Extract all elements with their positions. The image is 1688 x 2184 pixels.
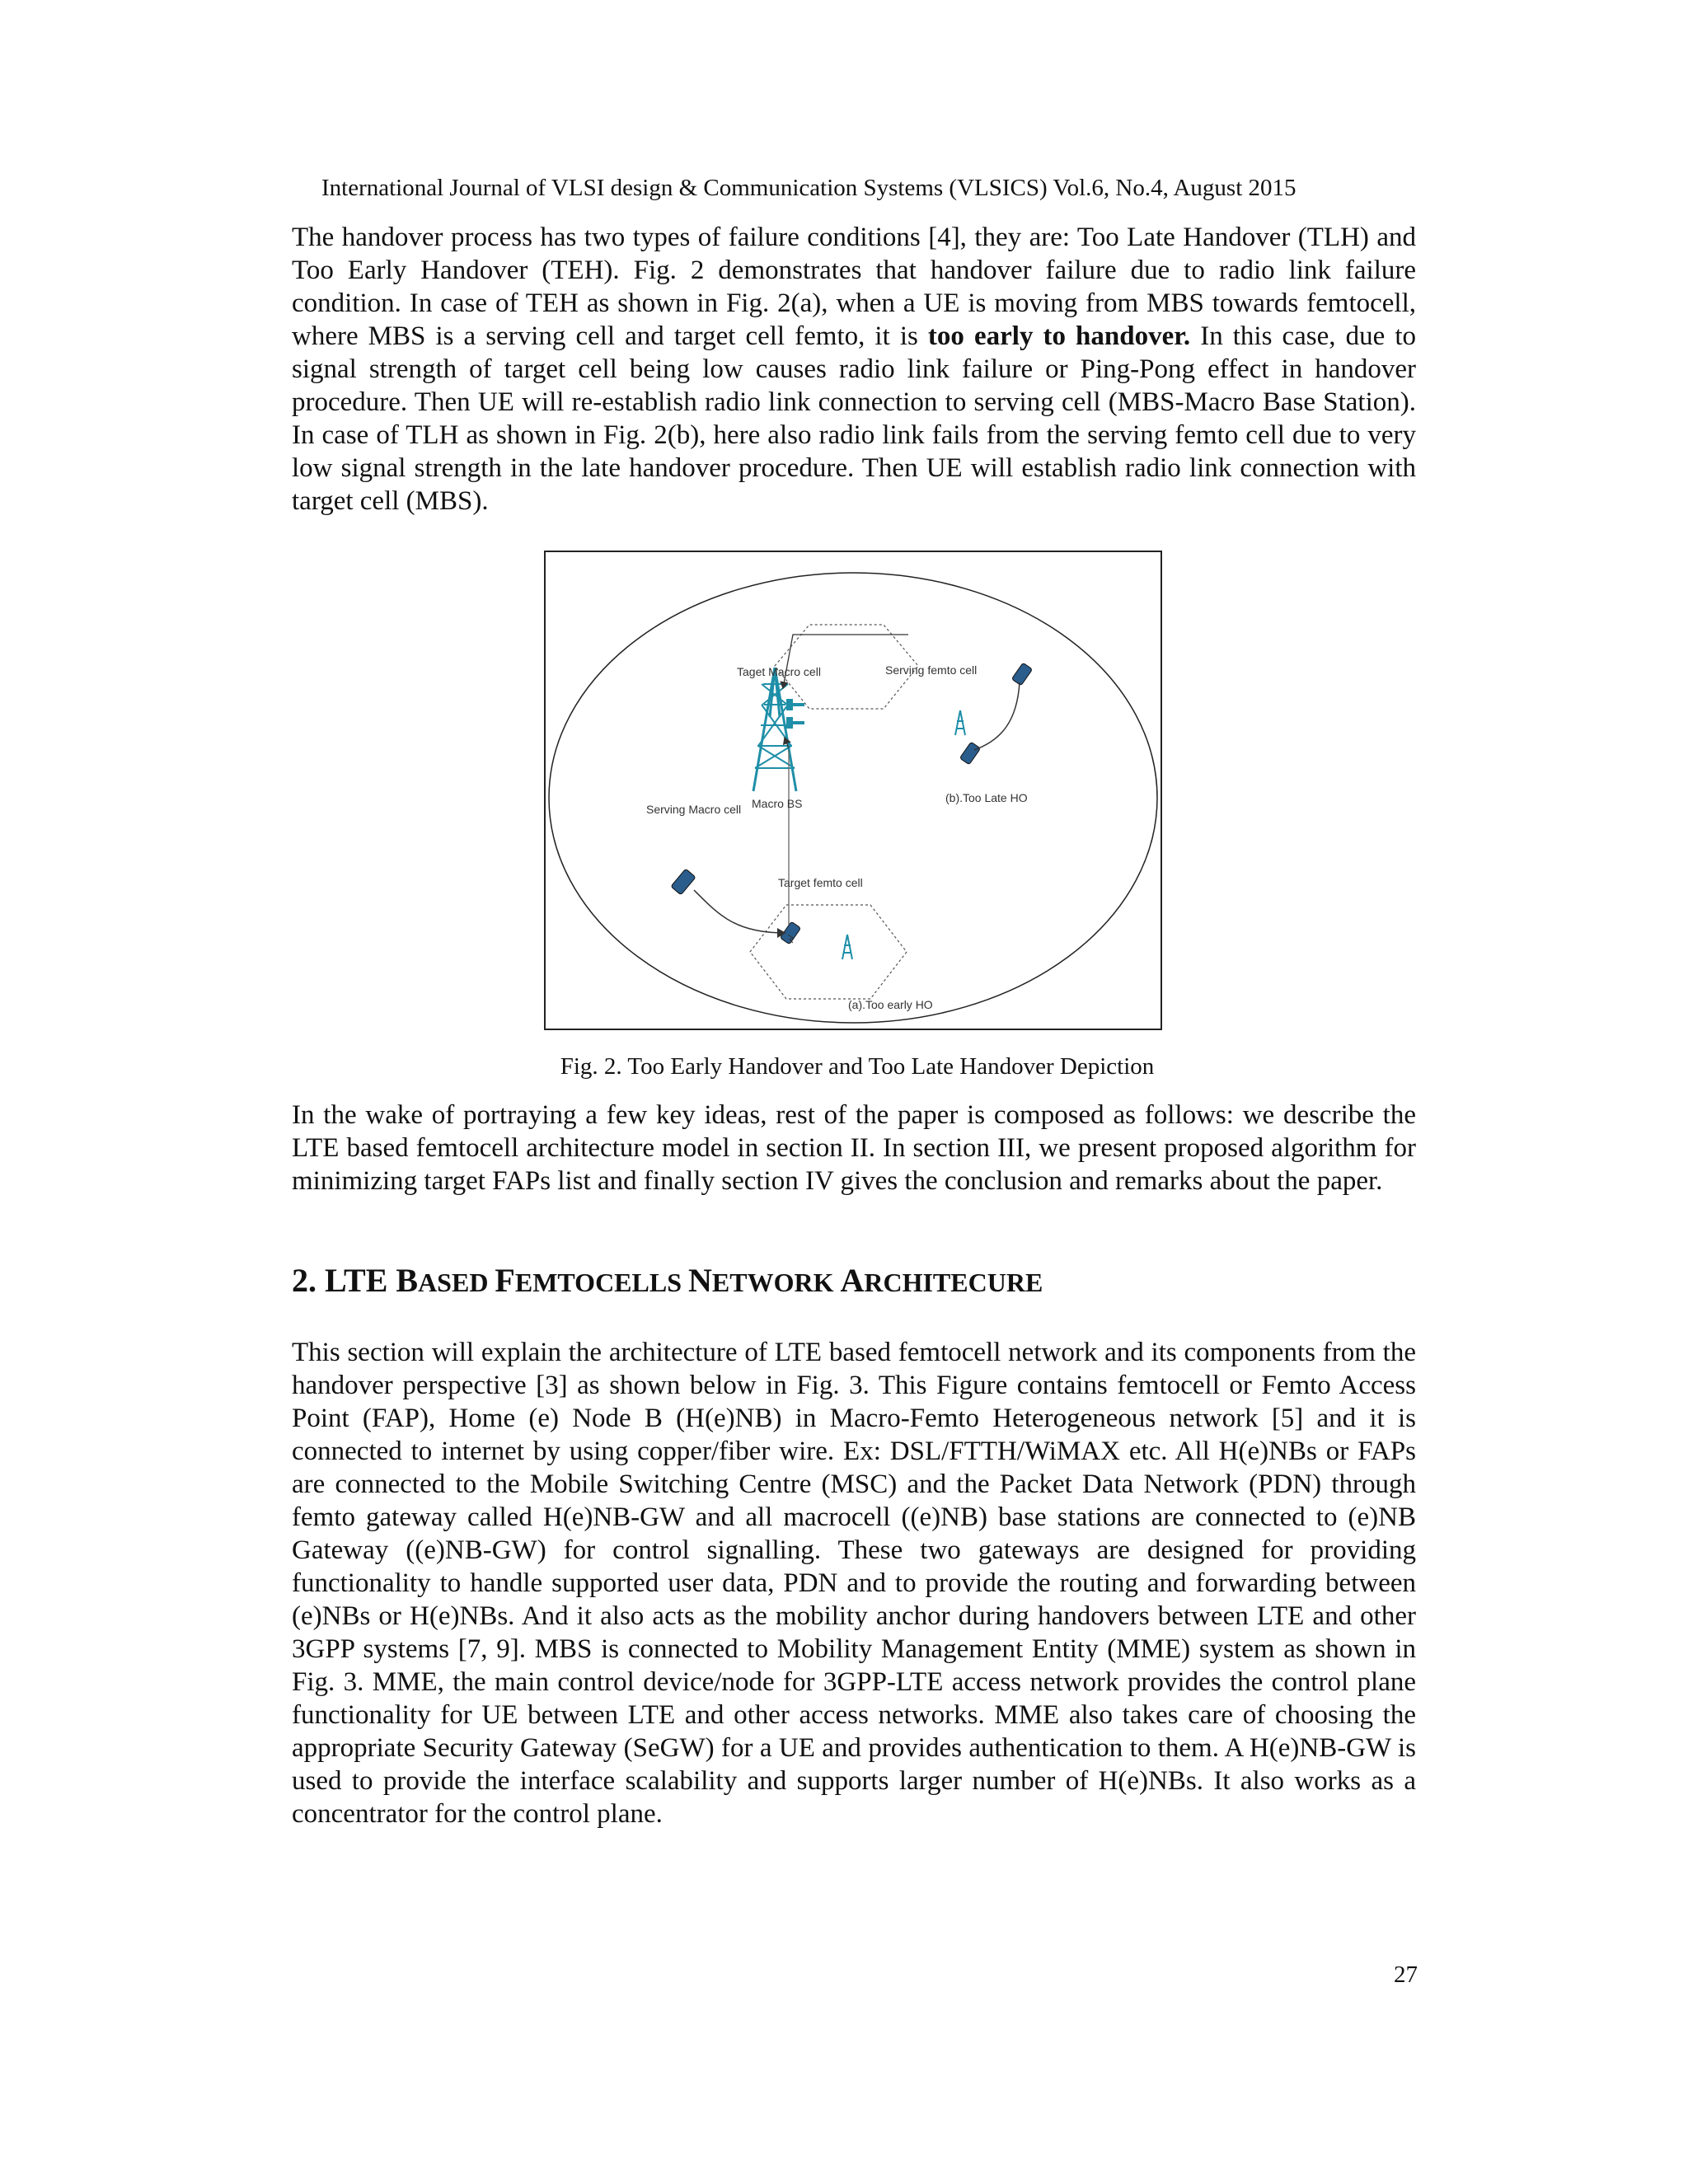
figure-caption: Fig. 2. Too Early Handover and Too Late Handover Depiction	[560, 1053, 1155, 1080]
heading-rest-3: ETWORK	[711, 1268, 841, 1297]
section-heading	[292, 1261, 1043, 1300]
heading-rest-2: EMTOCELLS	[514, 1268, 688, 1297]
heading-cap-2: F	[495, 1262, 515, 1299]
heading-cap-3: N	[688, 1262, 712, 1299]
label-too-late: (b).Too Late HO	[945, 791, 1028, 804]
femto-tower-icon-b	[955, 710, 965, 735]
heading-number: 2. LTE	[292, 1262, 396, 1299]
para1-text-b: In this case, due to signal strength of target cell being low causes radio link failure or Ping-Pong effect in handover procedure. Then UE will re-establish radio link connection to serving cell (MBS-Macro Base Station). In case of TLH as shown in Fig. 2(b), here also radio link fails from the serving femto cell due to very low signal strength in the late handover procedure. Then UE will establish radio link connection with target cell (MBS).	[292, 321, 1416, 516]
phone-icon-b-top	[1011, 663, 1032, 686]
para1-bold-text: too early to handover.	[927, 321, 1191, 351]
handover-diagram	[546, 552, 1160, 1029]
macro-tower-icon	[753, 668, 804, 791]
label-too-early: (a).Too early HO	[848, 998, 933, 1011]
heading-cap-1: B	[396, 1262, 419, 1299]
phone-icon-a-left	[671, 869, 696, 895]
phone-icon-b-bottom	[959, 742, 980, 765]
label-macro-bs: Macro BS	[752, 797, 803, 810]
label-target-femto: Target femto cell	[778, 876, 863, 889]
heading-cap-4: A	[840, 1262, 865, 1299]
page-number: 27	[1394, 1961, 1418, 1988]
macro-cell-boundary	[549, 573, 1157, 1023]
paragraph-paper-outline: In the wake of portraying a few key ideas, rest of the paper is composed as follows: we describe the LTE based femtocell architecture model in section II. In section III, we present proposed algorithm for minimizing target FAPs list and finally section IV gives the conclusion and remarks about the paper.	[292, 1100, 1416, 1196]
movement-path-a	[694, 890, 785, 933]
heading-rest-4: RCHITECURE	[864, 1268, 1043, 1297]
movement-path-b	[974, 682, 1020, 750]
heading-rest-1: ASED	[418, 1268, 495, 1297]
label-serving-macro: Serving Macro cell	[646, 803, 742, 816]
label-serving-femto: Serving femto cell	[885, 663, 978, 677]
label-target-macro: Taget Macro cell	[737, 665, 821, 678]
figure-2	[544, 551, 1162, 1030]
para1-text-a: The handover process has two types of failure conditions [4], they are: Too Late Handover (TLH) and Too Early Handover (TEH). Fig. 2 demonstrates that handover failure due to radio link failure condition. In case of TEH as shown in Fig. 2(a), when a UE is moving from MBS towards femtocell, where MBS is a serving cell and target cell femto, it is	[292, 223, 1416, 351]
target-femto-hexagon	[750, 905, 907, 999]
paragraph-architecture: This section will explain the architecture of LTE based femtocell network and its components from the handover perspective [3] as shown below in Fig. 3. This Figure contains femtocell or Femto Access Point (FAP), Home (e) Node B (H(e)NB) in Macro-Femto Heterogeneous network [5] and it is connected to internet by using copper/fiber wire. Ex: DSL/FTTH/WiMAX etc. All H(e)NBs or FAPs are connected to the Mobile Switching Centre (MSC) and the Packet Data Network (PDN) through femto gateway called H(e)NB-GW and all macrocell ((e)NB) base stations are connected to (e)NB Gateway ((e)NB-GW) for control signalling. These two gateways are designed for providing functionality to handle supported user data, PDN and to provide the routing and forwarding between (e)NBs or H(e)NBs. And it also acts as the mobility anchor during handovers between LTE and other 3GPP systems [7, 9]. MBS is connected to Mobility Management Entity (MME) system as shown in Fig. 3. MME, the main control device/node for 3GPP-LTE access network provides the control plane functionality for UE between LTE and other access networks. MME also takes care of choosing the appropriate Security Gateway (SeGW) for a UE and provides authentication to them. A H(e)NB-GW is used to provide the interface scalability and supports larger number of H(e)NBs. It also works as a concentrator for the control plane.	[292, 1338, 1416, 1829]
femto-tower-icon-a	[842, 935, 852, 959]
handover-path-b	[783, 635, 908, 688]
journal-header: International Journal of VLSI design & Communication Systems (VLSICS) Vol.6, No.4, August 2015	[321, 175, 1296, 201]
paragraph-handover-failures	[292, 221, 1416, 518]
